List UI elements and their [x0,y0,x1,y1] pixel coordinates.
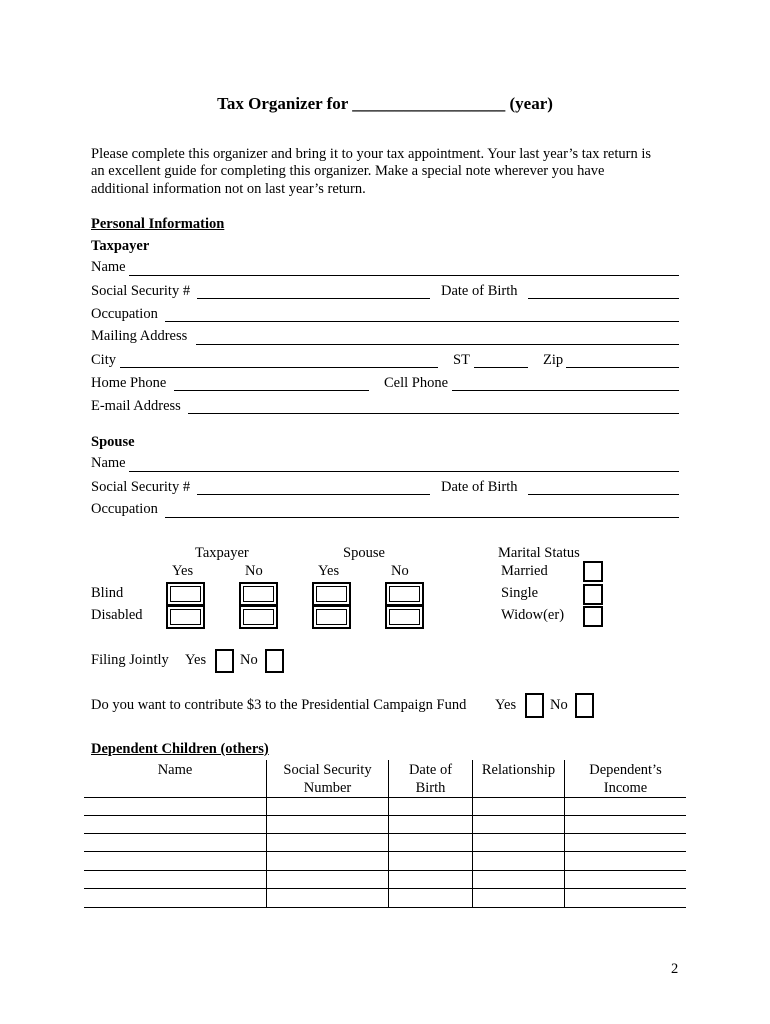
personal-info-heading: Personal Information [91,216,225,232]
widow-label: Widow(er) [501,607,565,623]
intro-line-2: an excellent guide for completing this organizer. Make a special note wherever you have [91,163,605,179]
filing-no-checkbox[interactable] [265,649,284,673]
taxpayer-no-col: No [245,563,263,579]
spouse-heading: Spouse [91,434,135,450]
filing-yes-label: Yes [185,652,207,668]
taxpayer-mailing-field[interactable] [196,344,679,345]
taxpayer-disabled-no-checkbox[interactable] [239,605,278,629]
taxpayer-yes-col: Yes [172,563,194,579]
campaign-no-label: No [550,697,568,713]
taxpayer-st-label: ST [453,352,470,368]
col-dob-header-2: Birth [415,780,446,796]
taxpayer-cell-phone-label: Cell Phone [384,375,449,391]
col-income-header-1: Dependent’s [589,762,662,778]
married-checkbox[interactable] [583,561,603,582]
taxpayer-mailing-label: Mailing Address [91,328,188,344]
table-row[interactable] [84,888,686,889]
disabled-label: Disabled [91,607,143,623]
taxpayer-name-label: Name [91,259,126,275]
table-row[interactable] [84,851,686,852]
taxpayer-city-field[interactable] [120,367,438,368]
taxpayer-cell-phone-field[interactable] [452,390,679,391]
blind-label: Blind [91,585,124,601]
taxpayer-disabled-yes-checkbox[interactable] [166,605,205,629]
col-dob-header-1: Date of [408,762,453,778]
col-relationship-header: Relationship [481,762,556,778]
spouse-yes-col: Yes [318,563,340,579]
taxpayer-city-label: City [91,352,116,368]
table-row[interactable] [84,815,686,816]
taxpayer-heading: Taxpayer [91,238,150,254]
page-number: 2 [671,961,679,977]
grid-taxpayer-label: Taxpayer [195,545,249,561]
filing-jointly-label: Filing Jointly [91,652,169,668]
dependents-heading: Dependent Children (others) [91,741,269,757]
taxpayer-blind-yes-checkbox[interactable] [166,582,205,606]
spouse-name-field[interactable] [129,471,679,472]
taxpayer-email-label: E-mail Address [91,398,181,414]
col-name-header: Name [157,762,193,778]
taxpayer-dob-field[interactable] [528,298,679,299]
col-ssn-header-1: Social Security [283,762,372,778]
table-row[interactable] [84,833,686,834]
spouse-disabled-yes-checkbox[interactable] [312,605,351,629]
table-row-line [84,797,686,798]
single-checkbox[interactable] [583,584,603,605]
taxpayer-zip-label: Zip [543,352,564,368]
table-row[interactable] [84,907,686,908]
taxpayer-email-field[interactable] [188,413,679,414]
spouse-dob-label: Date of Birth [441,479,518,495]
taxpayer-occupation-label: Occupation [91,306,158,322]
table-row[interactable] [84,870,686,871]
spouse-blind-yes-checkbox[interactable] [312,582,351,606]
taxpayer-dob-label: Date of Birth [441,283,518,299]
col-divider [564,760,565,908]
spouse-occupation-label: Occupation [91,501,158,517]
spouse-name-label: Name [91,455,126,471]
spouse-ssn-field[interactable] [197,494,430,495]
spouse-blind-no-checkbox[interactable] [385,582,424,606]
col-divider [472,760,473,908]
grid-spouse-label: Spouse [343,545,385,561]
taxpayer-occupation-field[interactable] [165,321,679,322]
taxpayer-home-phone-label: Home Phone [91,375,167,391]
col-income-header-2: Income [603,780,648,796]
campaign-yes-checkbox[interactable] [525,693,544,718]
filing-no-label: No [240,652,258,668]
page-title: Tax Organizer for __________________ (year) [217,94,553,113]
campaign-no-checkbox[interactable] [575,693,594,718]
marital-status-label: Marital Status [498,545,580,561]
campaign-yes-label: Yes [495,697,517,713]
spouse-no-col: No [391,563,409,579]
spouse-occupation-field[interactable] [165,517,679,518]
spouse-disabled-no-checkbox[interactable] [385,605,424,629]
taxpayer-zip-field[interactable] [566,367,679,368]
campaign-label: Do you want to contribute $3 to the Presidential Campaign Fund [91,697,467,713]
taxpayer-ssn-field[interactable] [197,298,430,299]
spouse-dob-field[interactable] [528,494,679,495]
intro-line-3: additional information not on last year’s return. [91,181,366,197]
taxpayer-home-phone-field[interactable] [174,390,369,391]
col-divider [388,760,389,908]
taxpayer-name-field[interactable] [129,275,679,276]
col-ssn-header-2: Number [303,780,352,796]
taxpayer-blind-no-checkbox[interactable] [239,582,278,606]
taxpayer-ssn-label: Social Security # [91,283,191,299]
single-label: Single [501,585,539,601]
intro-line-1: Please complete this organizer and bring it to your tax appointment. Your last year’s tax return is [91,146,652,162]
spouse-ssn-label: Social Security # [91,479,191,495]
col-divider [266,760,267,908]
married-label: Married [501,563,548,579]
taxpayer-st-field[interactable] [474,367,528,368]
filing-yes-checkbox[interactable] [215,649,234,673]
widow-checkbox[interactable] [583,606,603,627]
